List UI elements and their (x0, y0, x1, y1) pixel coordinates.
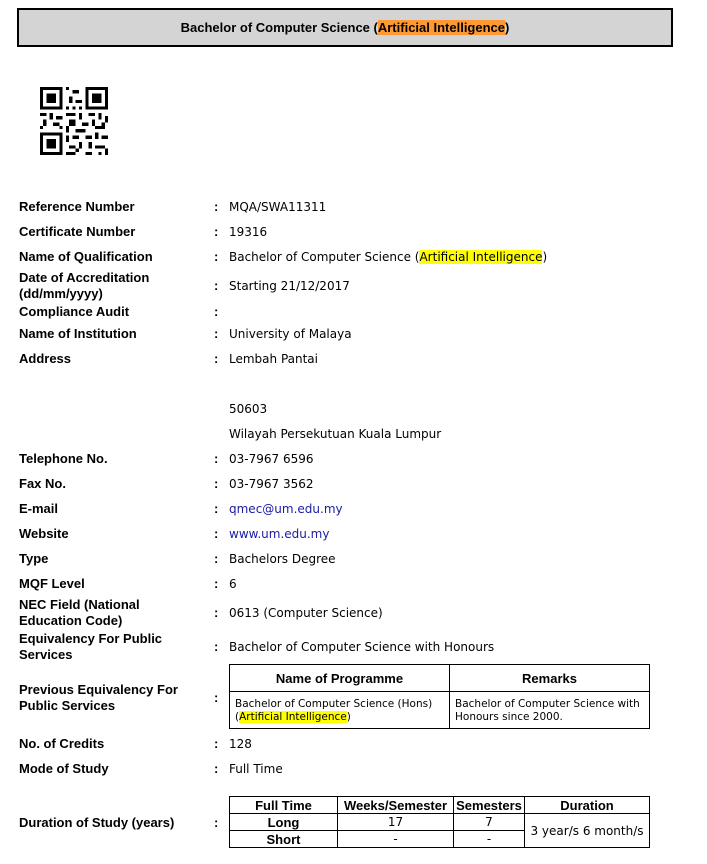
table-header: Remarks (450, 665, 650, 692)
field-label: Name of Institution (19, 326, 137, 341)
colon: : (214, 690, 219, 705)
programme-highlight: Artificial Intelligence (239, 711, 347, 723)
field-label: Website (19, 526, 69, 541)
colon: : (214, 476, 219, 491)
duration-total: 3 year/s 6 month/s (525, 814, 650, 848)
field-label: Type (19, 551, 49, 566)
field-label: Previous Equivalency For Public Services (19, 682, 178, 713)
field-label: No. of Credits (19, 736, 105, 751)
value-highlight: Artificial Intelligence (419, 250, 543, 264)
duration-short-label: Short (230, 831, 338, 848)
field-value: Starting 21/12/2017 (229, 279, 350, 293)
field-label: Date of Accreditation (dd/mm/yyyy) (19, 270, 150, 301)
colon: : (214, 815, 219, 830)
colon: : (214, 526, 219, 541)
title-prefix: Bachelor of Computer Science ( (180, 20, 378, 35)
duration-short-semesters: - (454, 831, 525, 848)
address-line1: Lembah Pantai (229, 352, 318, 366)
field-label: Fax No. (19, 476, 66, 491)
colon: : (214, 326, 219, 341)
title-highlight: Artificial Intelligence (377, 20, 506, 35)
field-value: Bachelor of Computer Science with Honours (229, 640, 495, 654)
previous-equivalency-table (229, 664, 650, 729)
colon: : (214, 224, 219, 239)
website-link[interactable]: www.um.edu.my (229, 527, 330, 541)
field-value: Full Time (229, 762, 283, 776)
duration-table (229, 796, 650, 848)
colon: : (214, 249, 219, 264)
field-value: 128 (229, 737, 252, 751)
field-value: University of Malaya (229, 327, 352, 341)
programme-prefix: Bachelor of Computer Science (Hons) ( (235, 698, 433, 723)
field-value: Bachelors Degree (229, 552, 336, 566)
field-label: Mode of Study (19, 761, 109, 776)
remarks-cell: Bachelor of Computer Science with Honours since 2000. (450, 692, 650, 729)
qr-code-icon (40, 87, 108, 155)
table-header: Weeks/Semester (338, 797, 454, 814)
duration-long-semesters: 7 (454, 814, 525, 831)
colon: : (214, 576, 219, 591)
table-header: Full Time (230, 797, 338, 814)
colon: : (214, 639, 219, 654)
field-value: 0613 (Computer Science) (229, 606, 383, 620)
colon: : (214, 304, 219, 319)
field-value: 19316 (229, 225, 268, 239)
email-link[interactable]: qmec@um.edu.my (229, 502, 343, 516)
duration-long-weeks: 17 (338, 814, 454, 831)
table-header: Semesters (454, 797, 525, 814)
colon: : (214, 551, 219, 566)
colon: : (214, 605, 219, 620)
table-header-row (230, 797, 650, 814)
field-label: Compliance Audit (19, 304, 130, 319)
field-label: Certificate Number (19, 224, 136, 239)
field-label: NEC Field (National Education Code) (19, 597, 140, 628)
table-row (230, 692, 650, 729)
table-header: Duration (525, 797, 650, 814)
table-header: Name of Programme (230, 665, 450, 692)
duration-long-label: Long (230, 814, 338, 831)
field-label: Equivalency For Public Services (19, 631, 163, 662)
field-value: 6 (229, 577, 237, 591)
table-row (230, 814, 650, 831)
title-suffix: ) (505, 20, 510, 35)
field-label: Address (19, 351, 72, 366)
value-suffix: ) (542, 250, 548, 264)
field-label: Reference Number (19, 199, 135, 214)
colon: : (214, 351, 219, 366)
field-value: MQA/SWA11311 (229, 200, 327, 214)
colon: : (214, 199, 219, 214)
field-label: MQF Level (19, 576, 85, 591)
colon: : (214, 451, 219, 466)
address-postcode: 50603 (229, 402, 268, 416)
field-label: E-mail (19, 501, 59, 516)
field-value (229, 249, 547, 265)
field-label: Name of Qualification (19, 249, 153, 264)
field-label: Telephone No. (19, 451, 108, 466)
value-prefix: Bachelor of Computer Science ( (229, 250, 420, 264)
duration-short-weeks: - (338, 831, 454, 848)
programme-cell (230, 692, 450, 729)
programme-suffix: ) (346, 711, 351, 723)
field-value: 03-7967 6596 (229, 452, 314, 466)
page-title (17, 8, 673, 47)
field-label: Duration of Study (years) (19, 815, 175, 830)
address-state: Wilayah Persekutuan Kuala Lumpur (229, 427, 442, 441)
colon: : (214, 278, 219, 293)
colon: : (214, 761, 219, 776)
colon: : (214, 736, 219, 751)
colon: : (214, 501, 219, 516)
table-header-row (230, 665, 650, 692)
field-value: 03-7967 3562 (229, 477, 314, 491)
